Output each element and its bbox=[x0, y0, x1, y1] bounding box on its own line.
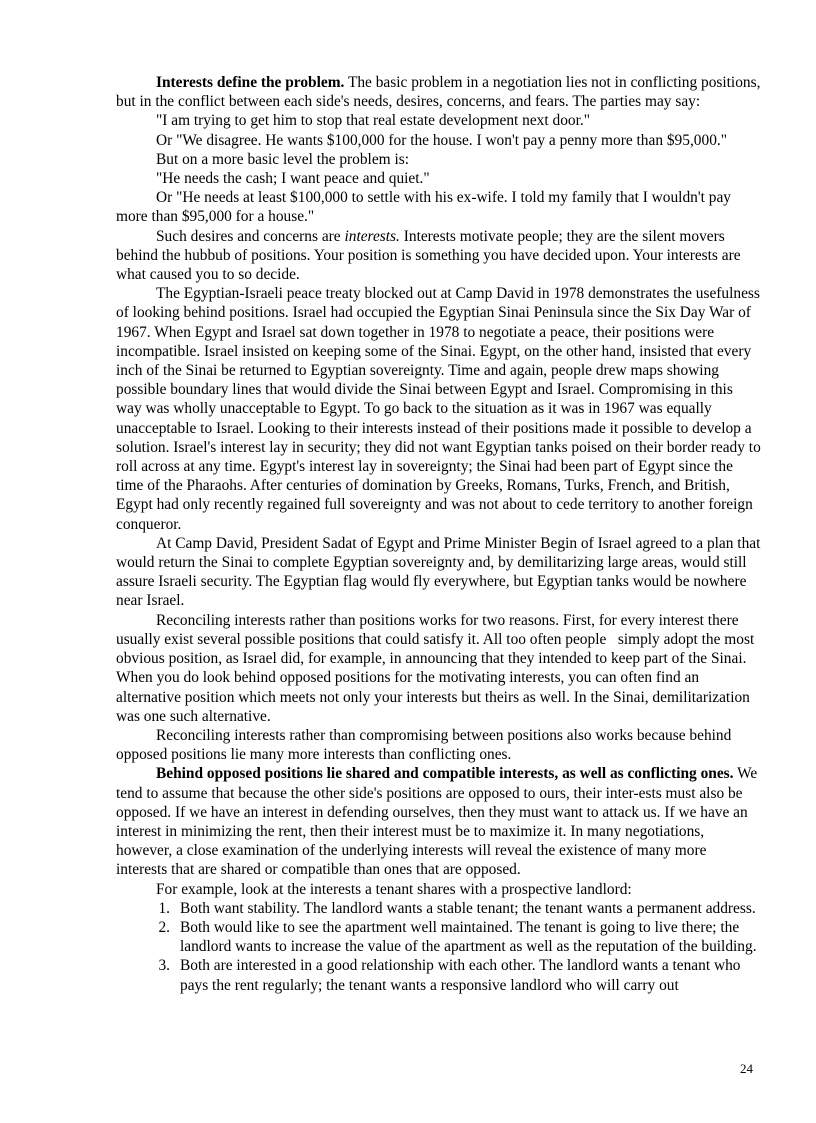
body-paragraph: Reconciling interests rather than positions works for two reasons. First, for every interest there usually exist several possible positions that could satisfy it. All too often people simply adopt the most obvious position, as Israel did, for example, in announcing that they intended to keep part of the Sinai. When you do look behind opposed positions for the motivating interests, you can often find an alternative position which meets not only your interests but theirs as well. In the Sinai, demilitarization was one such alternative. bbox=[116, 611, 759, 725]
quote-paragraph: Or "We disagree. He wants $100,000 for the house. I won't pay a penny more than $95,000." bbox=[156, 131, 728, 149]
paragraph-shared-interests: Behind opposed positions lie shared and compatible interests, as well as conflicting ones. We tend to assume that because the other side's positions are opposed to ours, their inter-ests must also be opposed. If we have an interest in defending ourselves, then they must want to attack us. If we have an interest in minimizing the rent, then their interest must be to maximize it. In many negotiations, however, a close examination of the underlying interests will reveal the existence of many more interests that are shared or compatible than ones that are opposed. bbox=[116, 765, 758, 879]
list-item bbox=[116, 899, 761, 918]
list-number: 2. bbox=[158, 918, 170, 936]
paragraph-lead: Interests define the problem. bbox=[156, 74, 345, 91]
list-item bbox=[116, 956, 761, 994]
body-paragraph: Reconciling interests rather than compromising between positions also works because behind opposed positions lie many more interests than conflicting ones. bbox=[116, 726, 732, 764]
body-paragraph: The Egyptian-Israeli peace treaty blocked out at Camp David in 1978 demonstrates the usefulness of looking behind positions. Israel had occupied the Egyptian Sinai Peninsula since the Six Day War of 1967. When Egypt and Israel sat down together in 1978 to negotiate a peace, their positions were incompatible. Israel insisted on keeping some of the Sinai. Egypt, on the other hand, insisted that every inch of the Sinai be returned to Egyptian sovereignty. Time and again, people drew maps showing possible boundary lines that would divide the Sinai between Egypt and Israel. Compromising in this way was wholly unacceptable to Egypt. To go back to the situation as it was in 1967 was equally unacceptable to Israel. Looking to their interests instead of their positions made it possible to develop a solution. Israel's interest lay in security; they did not want Egyptian tanks poised on their border ready to roll across at any time. Egypt's interest lay in sovereignty; the Sinai had been part of Egypt since the time of the Pharaohs. After centuries of domination by Greeks, Romans, Turks, French, and British, Egypt had only recently regained full sovereignty and was not about to cede territory to another foreign conqueror. bbox=[116, 285, 761, 533]
numbered-list bbox=[116, 899, 761, 995]
list-number: 3. bbox=[158, 957, 170, 975]
emphasis-interests: interests. bbox=[344, 227, 400, 245]
paragraph-lead: Behind opposed positions lie shared and compatible interests, as well as conflicting ones. bbox=[156, 765, 734, 783]
body-paragraph: For example, look at the interests a tenant shares with a prospective landlord: bbox=[156, 880, 632, 898]
paragraph-interests-define: Interests define the problem. The basic problem in a negotiation lies not in conflicting positions, but in the conflict between each side's needs, desires, concerns, and fears. The parties may say: bbox=[116, 74, 761, 111]
body-paragraph: Such desires and concerns are interests. Interests motivate people; they are the silent movers behind the hubbub of positions. Your position is something you have decided upon. Your interests are what caused you to so decide. bbox=[116, 227, 741, 284]
body-paragraph: At Camp David, President Sadat of Egypt and Prime Minister Begin of Israel agreed to a plan that would return the Sinai to complete Egyptian sovereignty and, by demilitarizing large areas, would still assure Israeli security. The Egyptian flag would fly everywhere, but Egyptian tanks would be nowhere near Israel. bbox=[116, 534, 761, 610]
quote-paragraph: Or "He needs at least $100,000 to settle with his ex-wife. I told my family that I wouldn't pay more than $95,000 for a house." bbox=[116, 189, 731, 226]
list-text: Both would like to see the apartment well maintained. The tenant is going to live there; the landlord wants to increase the value of the apartment as well as the reputation of the building. bbox=[180, 918, 757, 956]
page-number: 24 bbox=[740, 1061, 753, 1076]
list-text: Both are interested in a good relationship with each other. The landlord wants a tenant who pays the rent regularly; the tenant wants a responsive landlord who will carry out bbox=[180, 957, 741, 994]
body-paragraph: But on a more basic level the problem is: bbox=[156, 150, 410, 168]
quote-paragraph: "He needs the cash; I want peace and quiet." bbox=[156, 170, 430, 188]
list-number: 1. bbox=[158, 899, 170, 917]
quote-paragraph: "I am trying to get him to stop that real estate development next door." bbox=[156, 112, 590, 130]
list-text: Both want stability. The landlord wants a stable tenant; the tenant wants a permanent address. bbox=[180, 899, 756, 917]
list-item bbox=[116, 918, 761, 956]
document-body bbox=[116, 73, 761, 995]
